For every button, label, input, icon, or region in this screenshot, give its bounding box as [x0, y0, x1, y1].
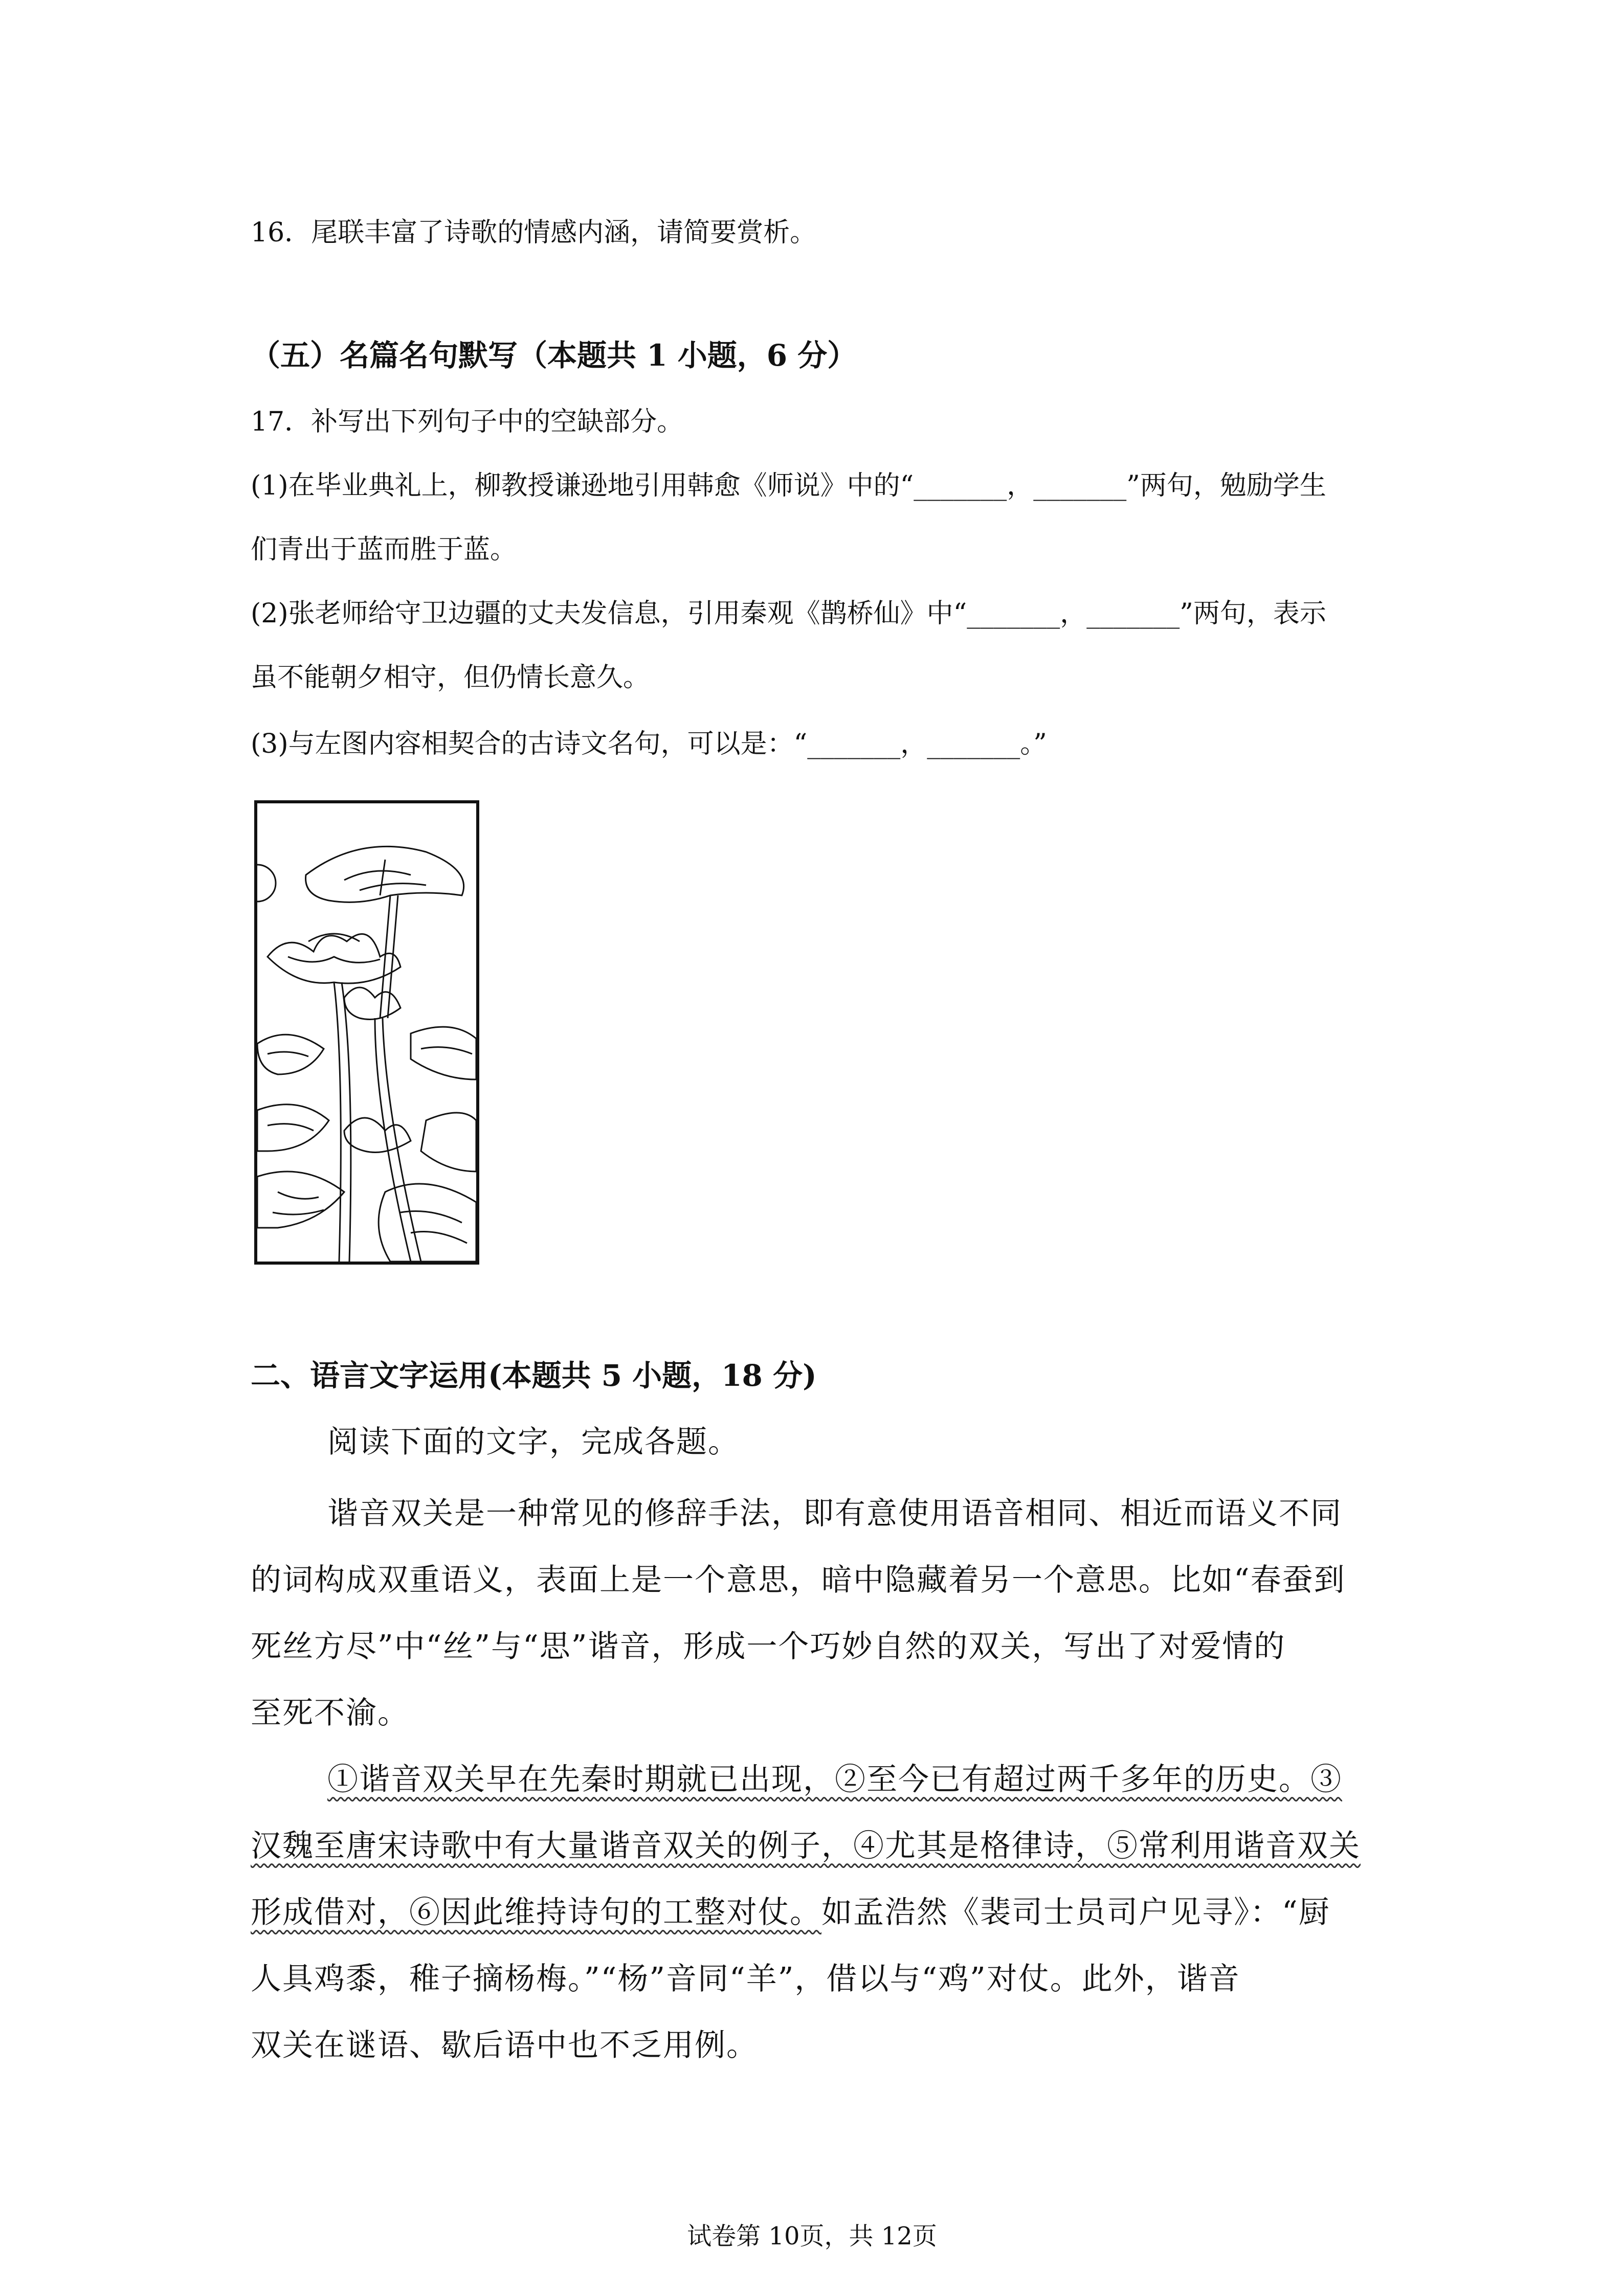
leaf-bottom-left — [257, 1172, 344, 1228]
lotus-drawing — [257, 803, 476, 1262]
leaf-right — [411, 1027, 476, 1079]
para2-line3-rest: 如孟浩然《裴司士员司户见寻》：“厨 — [821, 1895, 1330, 1930]
lotus-flower-3 — [344, 1118, 411, 1153]
para2-line2 — [251, 1828, 1361, 1864]
lotus-flower-2 — [344, 987, 401, 1020]
para1-line4: 至死不渝。 — [251, 1695, 409, 1731]
q17-item-2-cont: 虽不能朝夕相守，但仍情长意久。 — [251, 662, 650, 693]
para2-line5: 双关在谜语、歇后语中也不乏用例。 — [251, 2028, 758, 2063]
leaf-lower-left — [257, 1105, 329, 1151]
para2-line2-underlined: 汉魏至唐宋诗歌中有大量谐音双关的例子，④尤其是格律诗，⑤常利用谐音双关 — [251, 1828, 1361, 1864]
reading-intro: 阅读下面的文字，完成各题。 — [327, 1424, 740, 1460]
para1-line3: 死丝方尽”中“丝”与“思”谐音，形成一个巧妙自然的双关，写出了对爱情的 — [251, 1629, 1286, 1664]
para2-line1-underlined: ①谐音双关早在先秦时期就已出现，②至今已有超过两千多年的历史。③ — [327, 1762, 1342, 1797]
para1-line2: 的词构成双重语义，表面上是一个意思，暗中隐藏着另一个意思。比如“春蚕到 — [251, 1562, 1346, 1598]
leaf-left — [257, 1034, 324, 1074]
para2-line1 — [327, 1762, 1342, 1797]
para1-line1: 谐音双关是一种常见的修辞手法，即有意使用语音相同、相近而语义不同 — [327, 1496, 1342, 1532]
stem-2 — [375, 1018, 411, 1262]
lotus-flower-1 — [268, 934, 401, 983]
moon-shape — [257, 865, 276, 902]
para2-line3 — [251, 1895, 1330, 1930]
q17-item-3: (3)与左图内容相契合的古诗文名句，可以是：“_______，_______。” — [251, 729, 1047, 759]
question-17: 17．补写出下列句子中的空缺部分。 — [251, 407, 684, 437]
leaf-top — [306, 846, 464, 902]
q17-item-2: (2)张老师给守卫边疆的丈夫发信息，引用秦观《鹊桥仙》中“_______，_______”两句，表示 — [251, 598, 1326, 629]
q17-item-1: (1)在毕业典礼上，柳教授谦逊地引用韩愈《师说》中的“_______，_______”两句，勉励学生 — [251, 470, 1326, 501]
question-16: 16．尾联丰富了诗歌的情感内涵，请简要赏析。 — [251, 217, 817, 248]
para2-line4: 人具鸡黍，稚子摘杨梅。”“杨”音同“羊”，借以与“鸡”对仗。此外，谐音 — [251, 1961, 1240, 1997]
q17-item-1-cont: 们青出于蓝而胜于蓝。 — [251, 534, 517, 565]
stem-1 — [334, 982, 341, 1262]
page-footer: 试卷第 10页，共 12页 — [687, 2222, 937, 2250]
leaf-lower-right — [421, 1113, 476, 1172]
section-2-title: 二、语言文字运用(本题共 5 小题，18 分) — [251, 1358, 817, 1393]
section-5-title: （五）名篇名句默写（本题共 1 小题，6 分） — [251, 338, 857, 373]
lotus-illustration — [254, 800, 479, 1265]
para2-line3-underlined: 形成借对，⑥因此维持诗句的工整对仗。 — [251, 1895, 821, 1930]
